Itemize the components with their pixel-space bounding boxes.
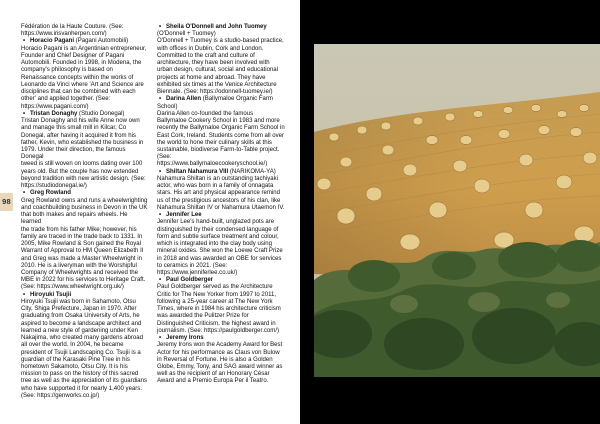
bullet-icon: •	[23, 110, 26, 117]
body-line: Committed to the craft and culture of	[157, 52, 255, 59]
body-line: https://www.irisvanherpen.com/)	[21, 31, 107, 38]
entry-name: Greg Rowland	[30, 190, 71, 197]
body-line: Critic for The New Yorker from 1997 to 2011,	[157, 291, 277, 298]
body-line: East Cork, Ireland. Students come from all over	[157, 132, 285, 139]
entry-affiliation: (Pagani Automobili)	[74, 38, 129, 45]
bullet-icon: •	[159, 168, 162, 175]
body-line: us of the prestigious ancestors of his clan, like	[157, 197, 281, 204]
body-line: Darina Allen co-founded the famous	[157, 110, 254, 117]
body-line: Leonardo da Vinci where 'Art and Science are	[21, 81, 144, 88]
body-line: disciplines that can be combined with each	[21, 89, 136, 96]
body-line: https://studiodonegal.ie/)	[21, 183, 87, 190]
body-line: Automobili. Founded in 1998, in Modena, the	[21, 60, 142, 67]
body-line: https://www.ballymaloecookeryschool.ie/)	[157, 161, 268, 168]
body-line: Warrant of Approval to HM Queen Elizabeth II	[21, 248, 144, 255]
body-line: distinguished by their condensed language of	[157, 226, 279, 233]
body-line: Greg Rowland owns and runs a wheelwrighting	[21, 197, 148, 204]
body-line: graduating from Osaka University of Arts, he	[21, 313, 140, 320]
body-line: Tristan Donaghy and his wife Anne now own	[21, 118, 140, 125]
body-line: Horacio Pagani is an Argentinian entrepreneur,	[21, 45, 147, 52]
bullet-icon: •	[23, 38, 26, 45]
bullet-icon: •	[23, 190, 26, 197]
body-line: Times, where in 1984 his architecture criticism	[157, 306, 281, 313]
body-line: Founder and Chief Designer of Pagani	[21, 52, 125, 59]
bullet-icon: •	[159, 335, 162, 342]
entry-name: Horacio Pagani	[30, 38, 75, 45]
bullet-icon: •	[23, 291, 26, 298]
body-line: form and subtle surface treatment and colour,	[157, 233, 279, 240]
body-line: https://www.jenniferlee.co.uk/)	[157, 269, 238, 276]
body-line: the world to hone their culinary skills at this	[157, 139, 272, 146]
body-line: projects at home and abroad. They have	[157, 74, 266, 81]
body-line: Actor for his performance as Claus von Bulow	[157, 349, 280, 356]
body-line: actor, who was born in a family of onnagata	[157, 183, 274, 190]
body-line: Renaissance concepts within the works of	[21, 74, 134, 81]
entry-name: Jeremy Irons	[166, 335, 204, 342]
entry-name: Sheila O'Donnell and John Tuomey	[166, 24, 267, 30]
body-line: recently the Ballymaloe Organic Farm School in	[157, 125, 285, 132]
body-line: Biennale. (See: https://odonnell-tuomey.ie/)	[157, 89, 273, 96]
body-line: Jeremy Irons won the Academy Award for Best	[157, 342, 283, 349]
body-line: 2010. He is a liveryman with the Worshipful	[21, 262, 137, 269]
text-column-1	[21, 24, 149, 400]
body-line: learned a new style of gardening under Ken	[21, 327, 138, 334]
bullet-icon: •	[159, 96, 162, 103]
body-line: that both makes and repairs wheels. He learned	[21, 212, 128, 226]
body-line: Hiroyuki Tsujii was born in Sahamoto, Otsu	[21, 298, 136, 305]
body-line: mineral oxides. She won the Loewe Craft Prize	[157, 248, 283, 255]
body-line: company's philosophy is based on	[21, 67, 113, 74]
body-line: mission to pass on the history of this sacred	[21, 371, 139, 378]
entry-name: Darina Allen	[166, 96, 202, 103]
text-column-2	[157, 24, 292, 386]
body-line: with offices in Dublin, Cork and London.	[157, 45, 264, 52]
entry-heading	[157, 96, 292, 103]
body-line: Nakajima, who created many gardens abroad	[21, 335, 144, 342]
entry-heading	[157, 24, 292, 31]
body-line: https://www.pagani.com/)	[21, 103, 89, 110]
body-line: Distinguished Criticism, the highest award in	[157, 320, 276, 327]
body-line: Nahamura Shiltan is an outstanding tachiyaki	[157, 175, 279, 182]
body-line: Jennifer Lee's hand-built, unglazed pots are	[157, 219, 275, 226]
entry-heading	[21, 292, 149, 299]
body-line: the trade from his father Mike; however, his	[21, 226, 137, 233]
body-line: tree as well as the appreciation of its guardians	[21, 378, 148, 385]
entry-affiliation: (Studio Donegal)	[77, 110, 125, 117]
body-line: other' and applied together. (See:	[21, 96, 111, 103]
body-line: father, Kevin, who established the business in	[21, 139, 144, 146]
body-line: Company of Wheelwrights and received the	[21, 269, 138, 276]
bullet-icon: •	[159, 24, 162, 30]
entry-name: Paul Goldberger	[166, 277, 214, 284]
body-line: City, Shiga Prefecture, Japan in 1970. After	[21, 306, 137, 313]
body-line: architecture, they have been involved with	[157, 60, 270, 67]
body-line: Donegal, after having it acquired it from his	[21, 132, 136, 139]
body-line: (See:	[157, 154, 172, 161]
body-line: well as the recipient of an Honorary César	[157, 371, 270, 378]
bullet-icon: •	[159, 212, 162, 219]
body-line: exhibited six times at the Venice Architecture	[157, 81, 277, 88]
hay-bales-field-photo	[314, 44, 600, 377]
entry-heading	[157, 212, 292, 219]
entry-heading	[157, 335, 292, 342]
bullet-icon: •	[159, 277, 162, 284]
body-line: hometown Sakamoto, Otsu City. It is his	[21, 364, 128, 371]
body-line: (O'Donnell + Tuomey)	[157, 31, 216, 38]
body-line: president of Tsujii Landscaping Co. Tsujii is a	[21, 349, 141, 356]
entry-affiliation: (Ballymaloe Organic Farm	[201, 96, 273, 103]
body-line: which is integrated into the clay body using	[157, 241, 272, 248]
body-line: beyond tradition with new artistic design. (See:	[21, 175, 146, 182]
body-line: who have supported it for nearly 1,400 years.	[21, 385, 143, 392]
body-line: family are traced in the trade back to 1331. In	[21, 233, 143, 240]
body-line: years old. But the couple has now extended	[21, 168, 139, 175]
body-line: aspired to become a landscape architect and	[21, 320, 142, 327]
body-line: to ceramics in 2021. (See:	[157, 262, 228, 269]
body-line: and manage this small mill in Kilcar, Co	[21, 125, 127, 132]
body-line: (See: https://genworks.co.jp/)	[21, 392, 100, 399]
body-line: stars. His art and physical appearance remind	[157, 190, 281, 197]
body-line: Nahamura Shiltan IV or Nahamura Utaemon IV.	[157, 204, 285, 211]
entry-heading	[157, 169, 292, 176]
entry-heading	[157, 277, 292, 284]
body-line: MBE in 2022 for his services to Heritage Craft.	[21, 277, 146, 284]
body-line: 2005, Mike Rowland & Son gained the Royal	[21, 241, 142, 248]
page-number: 98	[2, 197, 11, 206]
body-line: O'Donnell + Tuomey is a studio-based practice,	[157, 38, 284, 45]
entry-name: Shiltan Nahamura VIII	[166, 168, 229, 175]
body-line: Fédération de la Haute Couture. (See:	[21, 24, 124, 30]
body-line: Paul Goldberger served as the Architecture	[157, 284, 273, 291]
body-line: tweed is still woven on looms dating over 100	[21, 161, 143, 168]
entry-affiliation: (NARIKOMA-YA)	[228, 168, 276, 175]
body-line: following a 25-year career at The New York	[157, 298, 273, 305]
body-line: (See: https://www.wheelwright.org.uk/)	[21, 284, 124, 291]
body-line: Globe, Emmy, Tony, and SAG award winner as	[157, 364, 283, 371]
entry-heading	[21, 38, 149, 45]
body-line: Award and a Premio Europa Per il Teatro.	[157, 378, 269, 385]
entry-heading	[21, 190, 149, 197]
body-line: was awarded the Pulitzer Prize for	[157, 313, 249, 320]
body-line: journalism. (See: https://paulgoldberger.com/)	[157, 327, 280, 334]
body-line: and Greg was made a Master Wheelwright in	[21, 255, 142, 262]
body-line: urban design, cultural, social and educational	[157, 67, 279, 74]
entry-name: Hiroyuki Tsujii	[30, 291, 72, 298]
entry-name: Jennifer Lee	[166, 212, 202, 219]
body-line: guardian of the Karasaki Pine Tree in his	[21, 356, 130, 363]
body-line: sustainable, biodiverse Farm-to-Table project.	[157, 146, 280, 153]
entry-heading	[21, 111, 149, 118]
body-line: School)	[157, 103, 178, 110]
body-line: 1979. Under their direction, the famous Donegal	[21, 146, 126, 161]
body-line: and coachbuilding business in Devon in the UK	[21, 204, 148, 211]
body-line: Ballymaloe Cookery School in 1983 and more	[157, 118, 280, 125]
body-line: in 2018 and was awarded an OBE for services	[157, 255, 282, 262]
body-line: all over the world. In 2004, he became	[21, 342, 124, 349]
entry-name: Tristan Donaghy	[30, 110, 78, 117]
body-line: in Reversal of Fortune. He is also a Golden	[157, 356, 273, 363]
